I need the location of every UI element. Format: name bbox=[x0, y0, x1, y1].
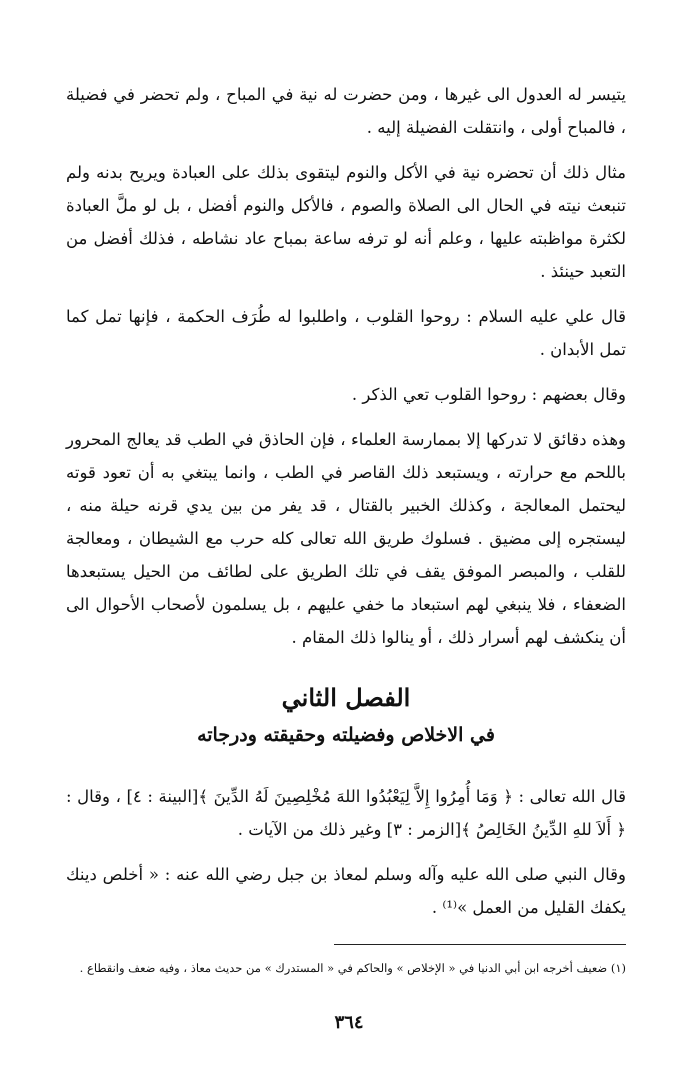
page-number: ٣٦٤ bbox=[334, 1012, 364, 1033]
page-body bbox=[66, 78, 626, 936]
paragraph-5: وهذه دقائق لا تدركها إلا بممارسة العلماء ، فإن الحاذق في الطب قد يعالج المحرور باللحم مع حرارته ، ويستبعد ذلك القاصر في الطب ، وانما يبتغي به أن تعود قوته ليحتمل المعالجة ، وكذلك الخبير بالقتال ، قد يفر من بين يدي قرنه حيلة منه ، ليستجره إلى مضيق . فسلوك طريق الله تعالى كله حرب مع الشيطان ، ومعالجة للقلب ، والمبصر الموفق يقف في تلك الطريق على لطائف من الحيل يستبعدها الضعفاء ، فلا ينبغي لهم استبعاد ما خفي عليهم ، بل يسلمون لأصحاب الأحوال الى أن ينكشف لهم أسرار ذلك ، أو ينالوا ذلك المقام . bbox=[66, 430, 626, 647]
paragraph-4: وقال بعضهم : روحوا القلوب تعي الذكر . bbox=[351, 385, 626, 404]
paragraph-7: وقال النبي صلى الله عليه وآله وسلم لمعاذ بن جبل رضي الله عنه : « أخلص دينك يكفك القليل من العمل »⁽¹⁾ . bbox=[66, 865, 626, 917]
paragraph-2: مثال ذلك أن تحضره نية في الأكل والنوم ليتقوى بذلك على العبادة ويريح بدنه ولم تنبعث نيته في الحال الى الصلاة والصوم ، فالأكل والنوم أفضل ، بل لو ملَّ العبادة لكثرة مواظبته عليها ، وعلم أنه لو ترفه ساعة بمباح عاد نشاطه ، فذلك أفضل من التعبد حينئذ . bbox=[66, 163, 626, 281]
footnote-divider bbox=[334, 944, 626, 945]
chapter-subtitle: في الاخلاص وفضيلته وحقيقته ودرجاته bbox=[197, 724, 495, 746]
paragraph-1: يتيسر له العدول الى غيرها ، ومن حضرت له نية في المباح ، ولم تحضر في فضيلة ، فالمباح أولى ، وانتقلت الفضيلة إليه . bbox=[66, 85, 626, 137]
footnote: (١) ضعيف أخرجه ابن أبي الدنيا في « الإخلاص » والحاكم في « المستدرك » من حديث معاذ ، وفيه ضعف وانقطاع . bbox=[79, 961, 626, 975]
paragraph-3: قال علي عليه السلام : روحوا القلوب ، واطلبوا له طُرَف الحكمة ، فإنها تمل كما تمل الأبدان . bbox=[66, 307, 626, 359]
chapter-title: الفصل الثاني bbox=[281, 683, 411, 712]
paragraph-6: قال الله تعالى : ﴿ وَمَا أُمِرُوا إِلاَّ لِيَعْبُدُوا اللهَ مُخْلِصِينَ لَهُ الدِّينَ ﴾[البينة : ٤] ، وقال : ﴿ أَلاَ للهِ الدِّينُ الخَالِصُ ﴾[الزمر : ٣] وغير ذلك من الآيات . bbox=[66, 787, 626, 839]
